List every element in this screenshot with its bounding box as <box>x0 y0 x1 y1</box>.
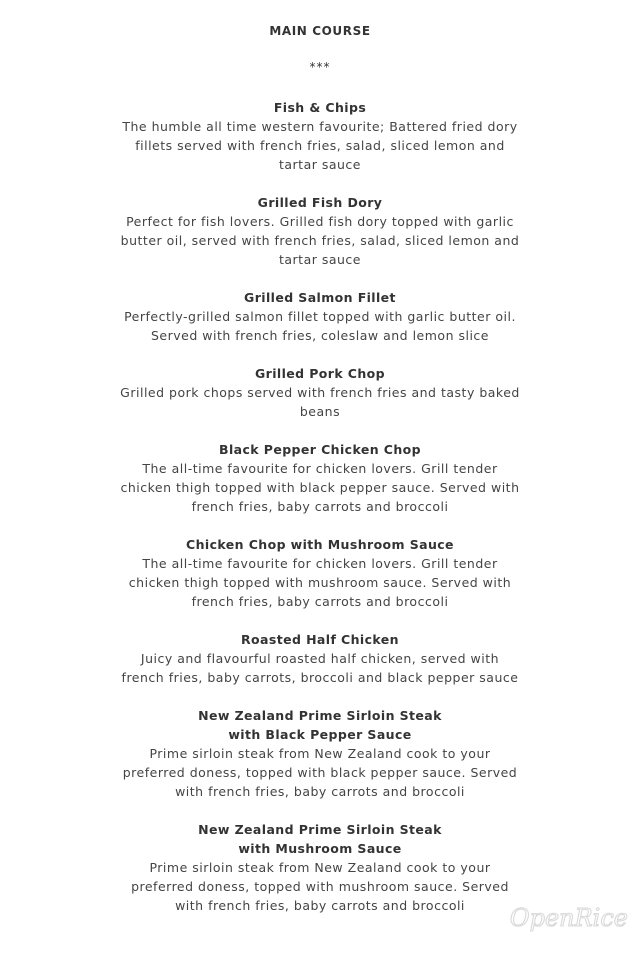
menu-item-name: New Zealand Prime Sirloin Steak <box>198 708 442 723</box>
menu-item-description: Grilled pork chops served with french fries and tasty baked beans <box>120 385 520 419</box>
menu-item-description: Prime sirloin steak from New Zealand cook to your preferred doness, topped with mushroom sauce. Served with french fries, baby carrots and broccoli <box>131 860 509 913</box>
menu-item-name: New Zealand Prime Sirloin Steak <box>198 822 442 837</box>
menu-item-name: Grilled Salmon Fillet <box>244 290 396 305</box>
menu-item-description: Prime sirloin steak from New Zealand cook to your preferred doness, topped with black pepper sauce. Served with french fries, baby carrots and broccoli <box>122 746 518 799</box>
menu-item-name: with Mushroom Sauce <box>238 841 402 856</box>
menu-item-description: Juicy and flavourful roasted half chicken, served with french fries, baby carrots, broccoli and black pepper sauce <box>121 651 519 685</box>
menu-item-name: with Black Pepper Sauce <box>228 727 412 742</box>
menu-item-description: The all-time favourite for chicken lovers. Grill tender chicken thigh topped with mushroom sauce. Served with french fries, baby carrots and broccoli <box>128 556 512 609</box>
menu-item <box>0 288 640 345</box>
menu-item-name: Chicken Chop with Mushroom Sauce <box>186 537 454 552</box>
menu-item <box>0 440 640 516</box>
menu-item <box>0 364 640 421</box>
openrice-logo-icon <box>480 901 630 935</box>
menu-item <box>0 706 640 801</box>
menu-item-description: Perfectly-grilled salmon fillet topped with garlic butter oil. Served with french fries, coleslaw and lemon slice <box>124 309 516 343</box>
menu-title: MAIN COURSE <box>269 24 371 38</box>
menu-item-description: Perfect for fish lovers. Grilled fish dory topped with garlic butter oil, served with french fries, salad, sliced lemon and tartar sauce <box>120 214 520 267</box>
menu-item <box>0 535 640 611</box>
menu-item-name: Grilled Pork Chop <box>254 366 386 381</box>
watermark-text: OpenRice <box>509 904 628 932</box>
menu-item <box>0 630 640 687</box>
menu-item-name: Grilled Fish Dory <box>257 195 383 210</box>
menu-item-description: The humble all time western favourite; Battered fried dory fillets served with french fries, salad, sliced lemon and tartar sauce <box>122 119 518 172</box>
menu-item <box>0 98 640 174</box>
menu-item-description: The all-time favourite for chicken lovers. Grill tender chicken thigh topped with black pepper sauce. Served with french fries, baby carrots and broccoli <box>120 461 520 514</box>
menu-item-list <box>0 98 640 934</box>
menu-item <box>0 193 640 269</box>
menu-item-name: Fish & Chips <box>273 100 367 115</box>
menu-separator: *** <box>309 60 331 74</box>
menu-item-name: Black Pepper Chicken Chop <box>219 442 421 457</box>
menu-item-name: Roasted Half Chicken <box>241 632 399 647</box>
